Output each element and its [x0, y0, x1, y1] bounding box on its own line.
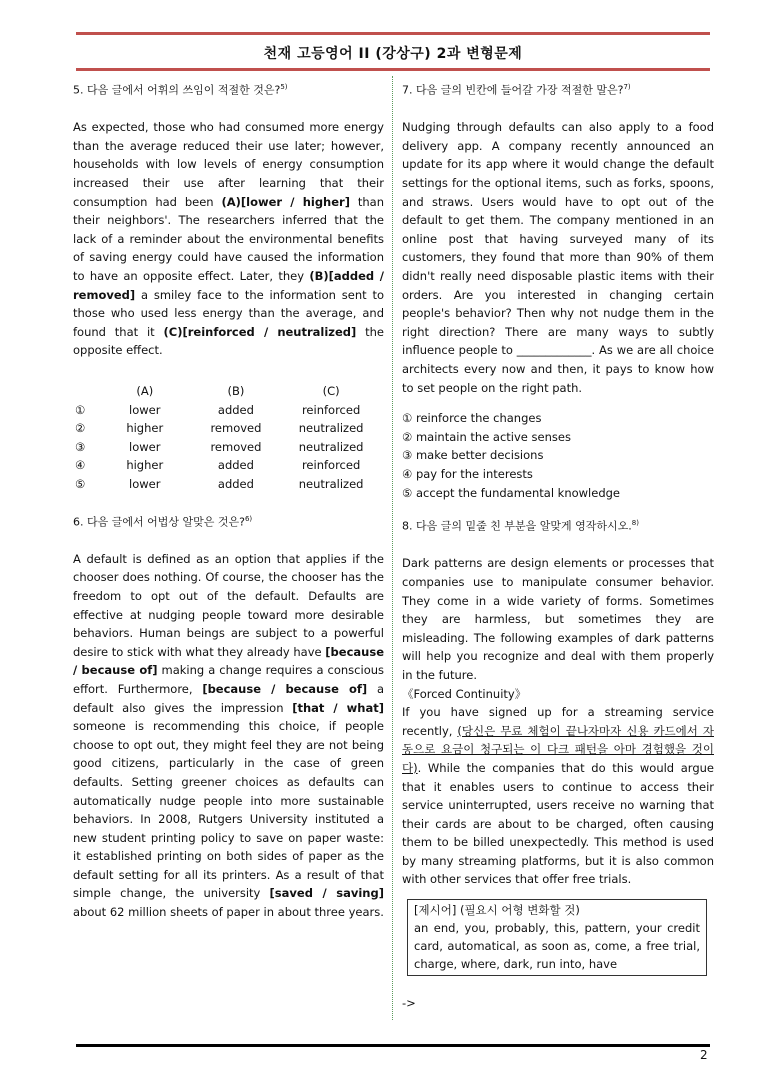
- question-8-subtitle: 《Forced Continuity》: [402, 686, 527, 701]
- option-b-value: added: [217, 458, 254, 473]
- column-header-c: (C): [322, 383, 340, 398]
- option-c-value: reinforced: [301, 458, 361, 473]
- header-top-rule: [76, 32, 710, 35]
- answer-option[interactable]: [75, 419, 384, 438]
- left-column: [73, 78, 384, 922]
- option-a-value: higher: [126, 421, 164, 436]
- footnote-marker: 5): [280, 83, 288, 91]
- question-7: [402, 78, 714, 502]
- question-7-options: [402, 409, 714, 502]
- option-b-value: removed: [210, 439, 262, 454]
- answer-option[interactable]: [75, 475, 384, 494]
- underlined-korean-sentence: (당신은 무료 체험이 끝나자마자 신용 카드에서 자동으로 요금이 청구되는 이 다크 패턴을 아마 경험했을 것이다): [402, 723, 714, 775]
- choice-c: (C)[reinforced / neutralized]: [163, 324, 357, 339]
- answer-table: [75, 382, 384, 494]
- option-number: ⑤: [75, 476, 86, 491]
- option-c-value: neutralized: [298, 439, 364, 454]
- answer-option[interactable]: [75, 438, 384, 457]
- question-7-passage: Nudging through defaults can also apply to a food delivery app. A company recently announced an update for its app where it would change the default settings for the optional items, such as forks, spoons, and straws. Users would have to opt out of the default to get them. The company mentioned in an online post that having surveyed many of its customers, they found that more than 90% of them didn't really need disposable plastic items with their orders. Are you interested in changing certain people's behavior? Then why not nudge them in the right direction? There are many ways to subtly influence people to _____________. As we are all choice architects every now and then, it pays to know how to set people on the right path.: [402, 120, 714, 395]
- grammar-choice-2: [because / because of]: [202, 681, 368, 696]
- hint-box: [407, 899, 707, 976]
- answer-table-header: [75, 382, 384, 401]
- footer-rule: [76, 1044, 710, 1047]
- option-5[interactable]: ⑤ accept the fundamental knowledge: [402, 485, 621, 500]
- option-b-value: removed: [210, 421, 262, 436]
- option-c-value: neutralized: [298, 476, 364, 491]
- right-column: [402, 78, 714, 1013]
- page-title: 천재 고등영어 II (강상구) 2과 변형문제: [263, 46, 523, 62]
- option-2[interactable]: ② maintain the active senses: [402, 429, 571, 444]
- option-number: ④: [75, 458, 86, 473]
- footnote-marker: 6): [244, 514, 253, 523]
- option-4[interactable]: ④ pay for the interests: [402, 466, 533, 481]
- answer-arrow: ->: [402, 996, 416, 1011]
- question-5-passage: As expected, those who had consumed more energy than the average reduced their use later; however, households with low levels of energy consumption increased their use after learning that their consumption had been (A)[lower / higher] than their neighbors'. The researchers inferred that the lack of a reminder about the environmental benefits of saving energy could have caused the information to have an opposite effect. Later, they (B)[added / removed] a smiley face to the information sent to those who used less energy than the average, and found that it (C)[reinforced / neutralized] the opposite effect.: [73, 120, 385, 358]
- column-header-a: (A): [136, 383, 154, 398]
- hint-words: an end, you, probably, this, pattern, your credit card, automatical, as soon as, come, a free trial, charge, where, dark, run into, have: [414, 921, 700, 972]
- question-8-passage: If you have signed up for a streaming service recently, (당신은 무료 체험이 끝나자마자 신용 카드에서 자동으로 요금이 청구되는 이 다크 패턴을 아마 경험했을 것이다). While the companies that do this would argue that it enables users to continue to access their service uninterrupted, users receive no warning that their cards are about to be charged, often causing them to be billed unexpectedly. This method is used by many streaming platforms, but it is also common with other services that offer free trials.: [402, 705, 714, 887]
- question-6-passage: A default is defined as an option that applies if the chooser does nothing. Of course, the chooser has the freedom to opt out of the default. Defaults are effective at nudging people toward more desirable behaviors. Human beings are subject to a powerful desire to stick with what they already have [because / because of] making a change requires a conscious effort. Furthermore, [because / because of] a default also gives the impression [that / what] someone is recommending this choice, if people choose to opt out, they might feel they are not being good citizens, particularly in the case of green defaults. Setting greener choices as defaults can automatically nudge people into more sustainable behaviors. In 2008, Rutgers University instituted a new student printing policy to save on paper waste: it established printing on both sides of paper as the default setting for all its printers. As a result of that simple change, the university [saved / saving] about 62 million sheets of paper in about three years.: [73, 551, 385, 920]
- option-b-value: added: [217, 402, 254, 417]
- question-6-heading: 6. 다음 글에서 어법상 알맞은 것은?$^{6)}$: [73, 514, 253, 529]
- option-1[interactable]: ① reinforce the changes: [402, 411, 542, 426]
- question-5-heading: 5. 다음 글에서 어휘의 쓰임이 적절한 것은?$^{5)}$: [73, 83, 288, 97]
- option-a-value: higher: [126, 458, 164, 473]
- question-8: [402, 514, 714, 1013]
- question-8-passage-intro: Dark patterns are design elements or processes that companies use to manipulate consumer behavior. They come in a wide variety of forms. Sometimes they are harmless, but sometimes they are misleading. The following examples of dark patterns will help you recognize and deal with them properly in the future.: [402, 556, 714, 682]
- option-c-value: reinforced: [301, 402, 361, 417]
- header-bottom-rule: [76, 68, 710, 71]
- option-3[interactable]: ③ make better decisions: [402, 448, 544, 463]
- column-divider: [392, 76, 393, 1020]
- question-7-heading: 7. 다음 글의 빈칸에 들어갈 가장 적절한 말은?$^{7)}$: [402, 83, 631, 97]
- page-number: 2: [700, 1048, 708, 1062]
- option-c-value: neutralized: [298, 421, 364, 436]
- answer-option[interactable]: [75, 401, 384, 420]
- choice-b: (B)[added / removed]: [73, 269, 384, 302]
- footnote-marker: 8): [631, 519, 639, 528]
- question-6: [73, 510, 384, 922]
- grammar-choice-4: [saved / saving]: [269, 886, 384, 901]
- option-number: ①: [75, 402, 86, 417]
- footnote-marker: 7): [623, 83, 631, 91]
- grammar-choice-1: [because / because of]: [73, 644, 384, 678]
- option-a-value: lower: [129, 402, 161, 417]
- option-a-value: lower: [129, 439, 161, 454]
- option-b-value: added: [217, 476, 254, 491]
- grammar-choice-3: [that / what]: [292, 700, 384, 715]
- question-8-heading: 8. 다음 글의 밑줄 친 부분을 알맞게 영작하시오.$^{8)}$: [402, 519, 639, 533]
- option-number: ③: [75, 439, 86, 454]
- option-a-value: lower: [129, 476, 161, 491]
- question-5: [73, 78, 384, 494]
- choice-a: (A)[lower / higher]: [221, 194, 350, 209]
- column-header-b: (B): [227, 383, 245, 398]
- option-number: ②: [75, 421, 86, 436]
- answer-option[interactable]: [75, 456, 384, 475]
- hint-title: [제시어] (필요시 어형 변화할 것): [414, 903, 580, 918]
